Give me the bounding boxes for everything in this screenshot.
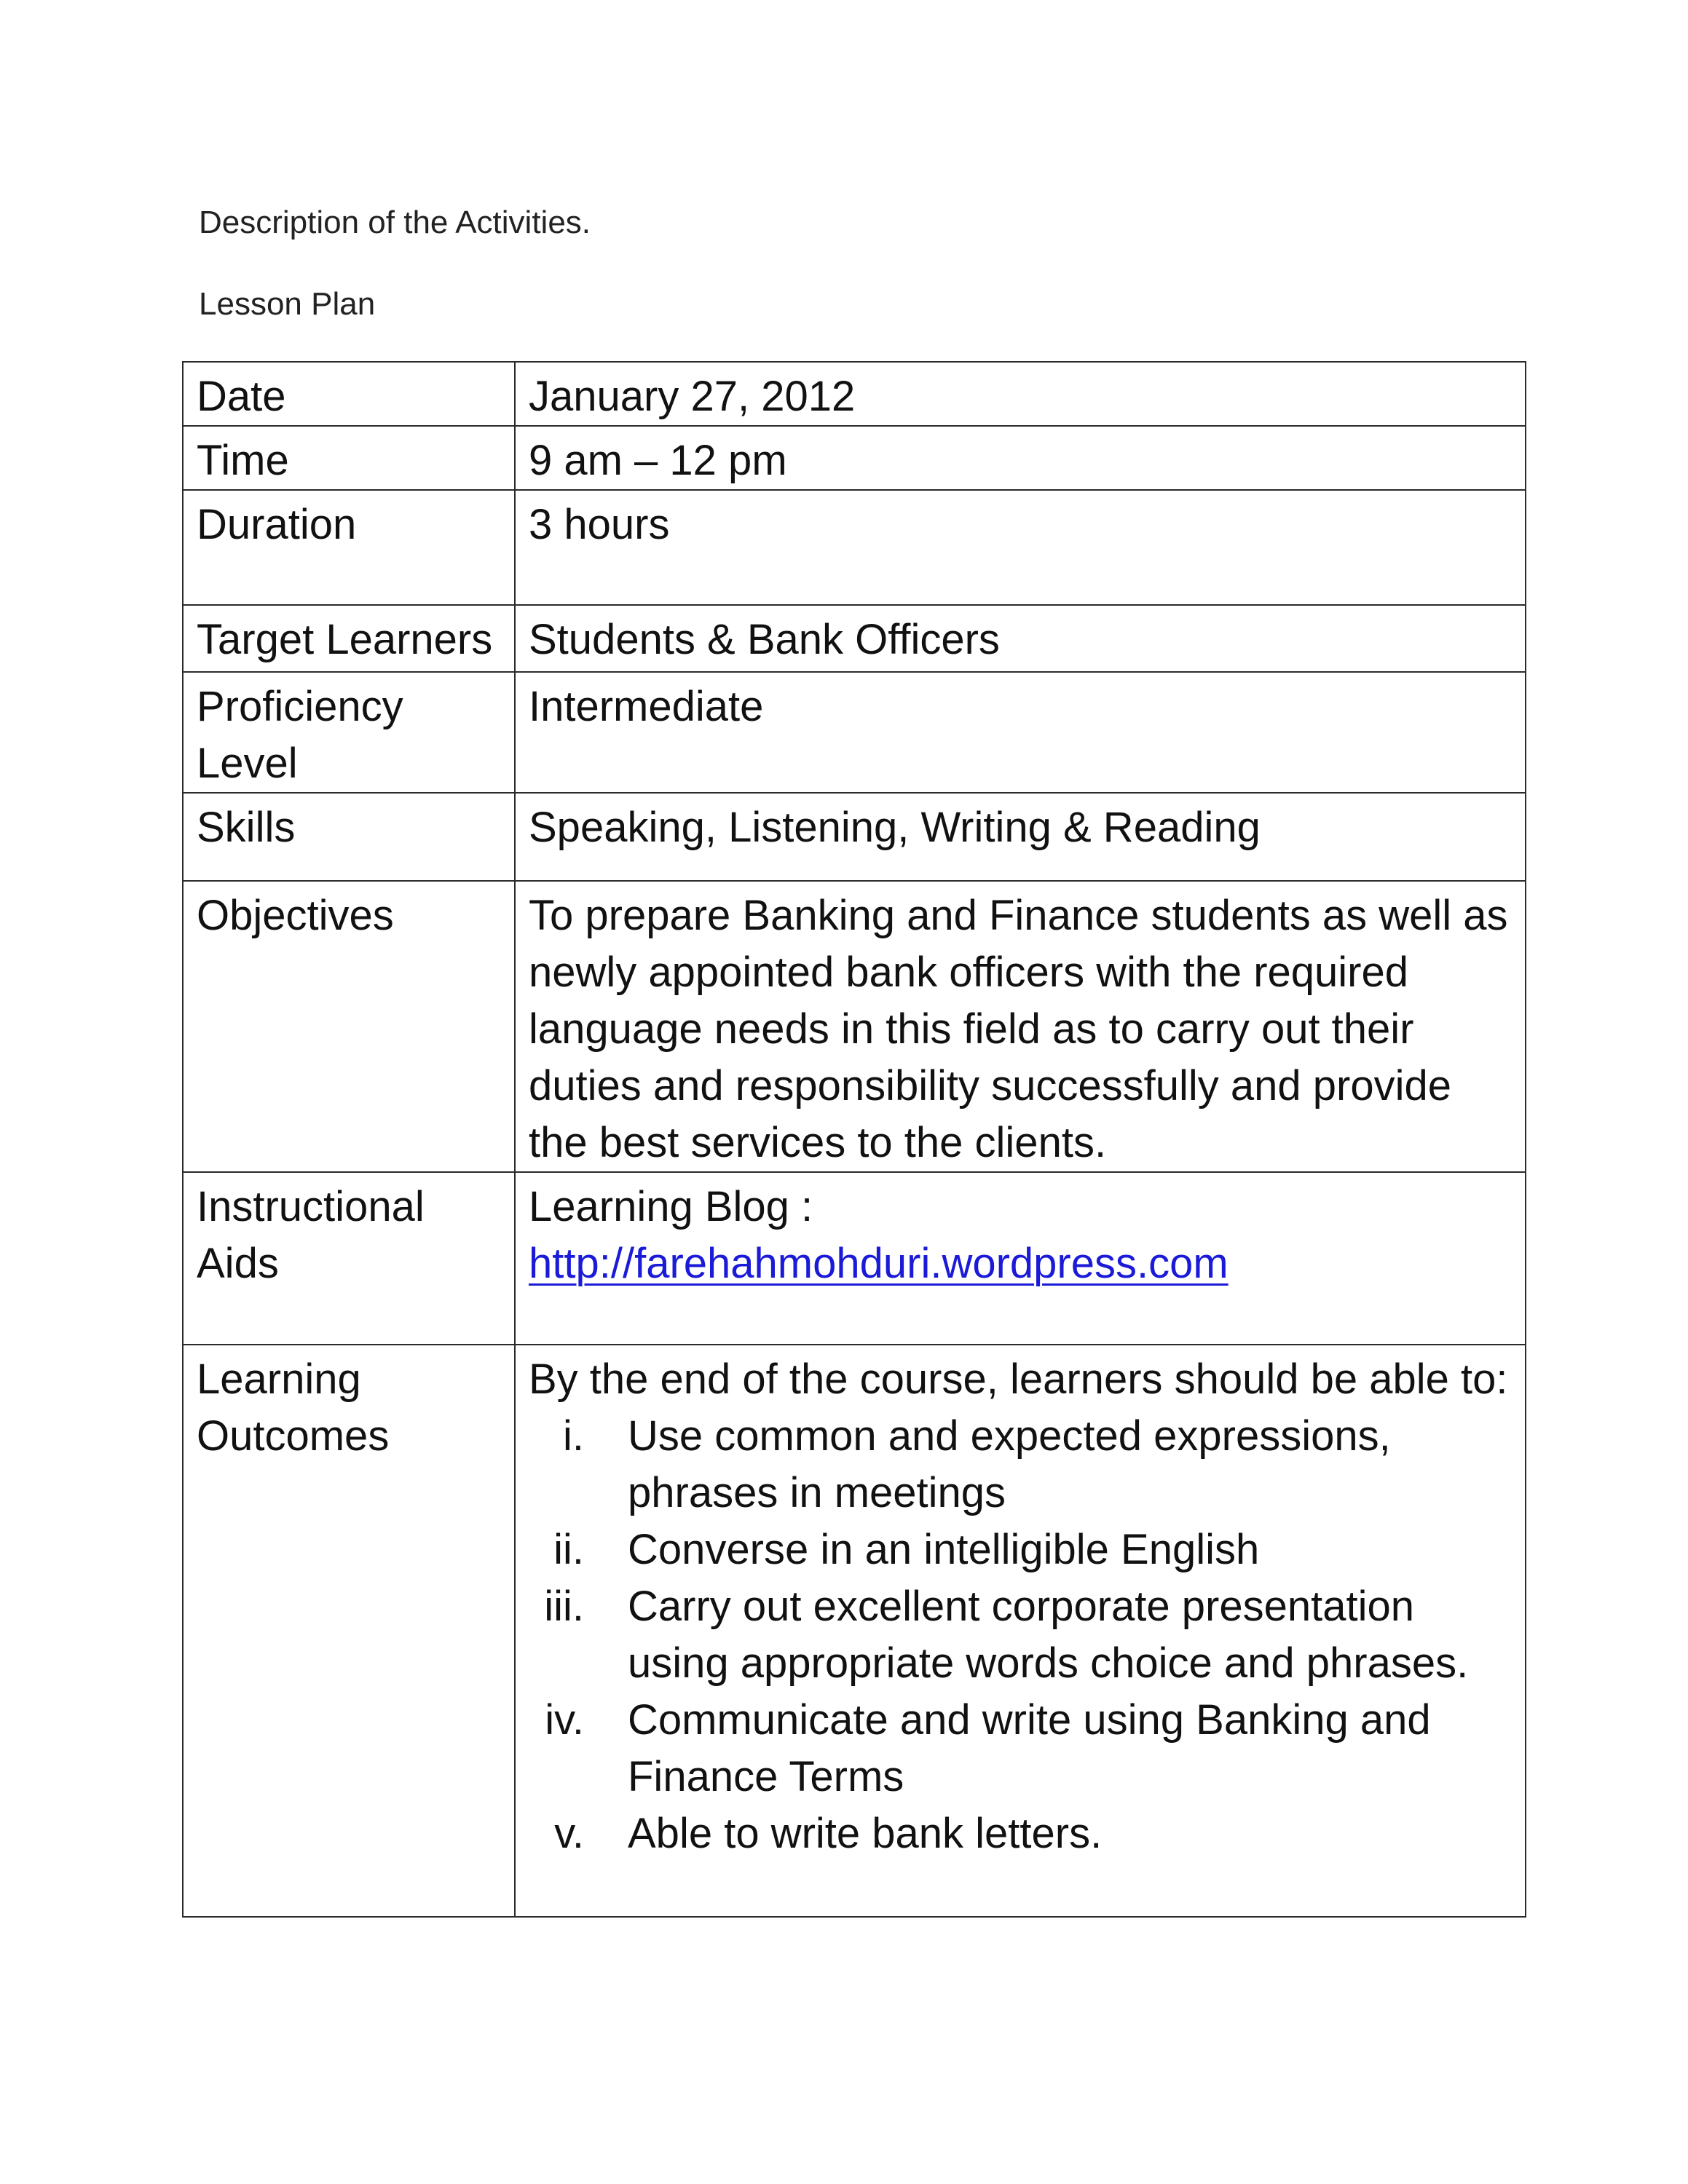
list-item-number: v.	[554, 1810, 584, 1857]
list-item-number: i.	[563, 1412, 584, 1460]
proficiency-label: Proficiency Level	[183, 672, 515, 793]
list-item	[529, 1805, 1512, 1862]
target-learners-label: Target Learners	[183, 605, 515, 672]
list-item-text: Carry out excellent corporate presentation using appropriate words choice and phrases.	[628, 1583, 1469, 1687]
date-value: January 27, 2012	[515, 362, 1526, 426]
target-learners-value: Students & Bank Officers	[515, 605, 1526, 672]
list-item-text: Converse in an intelligible English	[628, 1526, 1260, 1573]
instructional-aids-value	[515, 1172, 1526, 1345]
table-row-date	[183, 362, 1526, 426]
skills-label: Skills	[183, 793, 515, 881]
list-item-number: iii.	[544, 1583, 584, 1630]
skills-value: Speaking, Listening, Writing & Reading	[515, 793, 1526, 881]
list-item-number: ii.	[553, 1526, 584, 1573]
instructional-aids-label: Instructional Aids	[183, 1172, 515, 1345]
duration-value: 3 hours	[515, 490, 1526, 605]
list-item	[529, 1522, 1512, 1578]
lesson-plan-table	[182, 361, 1526, 1918]
date-label: Date	[183, 362, 515, 426]
table-row-time	[183, 426, 1526, 490]
table-row-skills	[183, 793, 1526, 881]
list-item	[529, 1692, 1512, 1805]
table-row-target-learners	[183, 605, 1526, 672]
learning-outcomes-list	[529, 1408, 1512, 1862]
learning-outcomes-intro: By the end of the course, learners should be able to:	[529, 1356, 1508, 1403]
table-row-learning-outcomes	[183, 1345, 1526, 1917]
proficiency-value: Intermediate	[515, 672, 1526, 793]
time-value: 9 am – 12 pm	[515, 426, 1526, 490]
document-subtitle: Lesson Plan	[199, 286, 376, 322]
table-row-duration	[183, 490, 1526, 605]
list-item	[529, 1408, 1512, 1522]
objectives-label: Objectives	[183, 881, 515, 1172]
time-label: Time	[183, 426, 515, 490]
table-row-proficiency	[183, 672, 1526, 793]
document-title: Description of the Activities.	[199, 205, 591, 240]
list-item	[529, 1578, 1512, 1692]
duration-label: Duration	[183, 490, 515, 605]
learning-outcomes-label: Learning Outcomes	[183, 1345, 515, 1917]
list-item-number: iv.	[545, 1696, 584, 1744]
learning-blog-label: Learning Blog :	[529, 1183, 813, 1230]
learning-blog-link[interactable]: http://farehahmohduri.wordpress.com	[529, 1240, 1228, 1287]
table-row-objectives	[183, 881, 1526, 1172]
table-row-instructional-aids	[183, 1172, 1526, 1345]
list-item-text: Able to write bank letters.	[628, 1810, 1103, 1857]
learning-outcomes-value	[515, 1345, 1526, 1917]
objectives-value: To prepare Banking and Finance students as well as newly appointed bank officers with the required language needs in this field as to carry out their duties and responsibility successfully and provide the best services to the clients.	[515, 881, 1526, 1172]
list-item-text: Communicate and write using Banking and Finance Terms	[628, 1696, 1431, 1800]
list-item-text: Use common and expected expressions, phrases in meetings	[628, 1412, 1391, 1516]
